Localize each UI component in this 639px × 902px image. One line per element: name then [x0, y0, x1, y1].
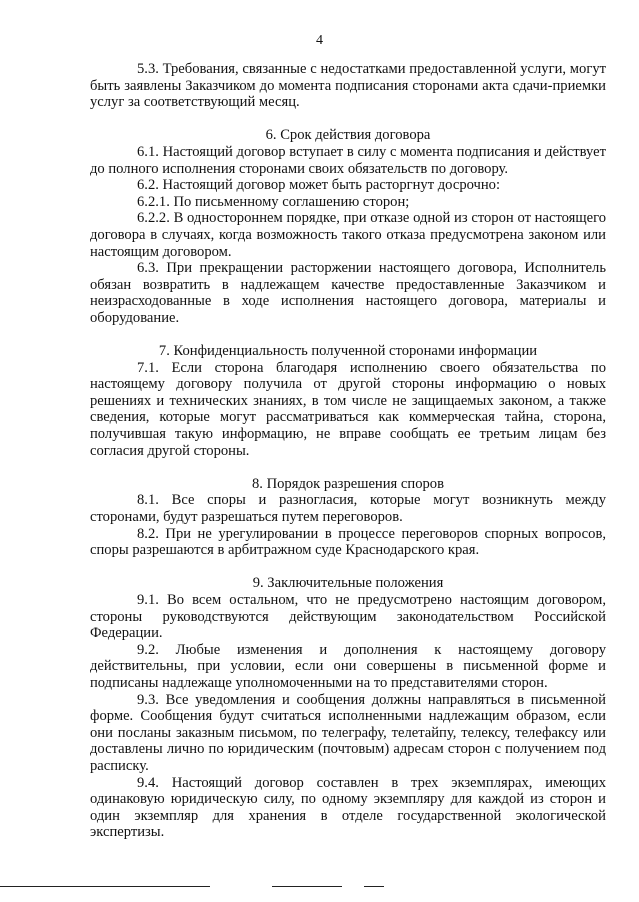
section-7-title: 7. Конфиденциальность полученной сторонами информации: [158, 343, 538, 360]
clause-6-1: 6.1. Настоящий договор вступает в силу с момента подписания и действует до полного исполнения сторонами своих обязательств по договору.: [90, 143, 606, 177]
section-confidentiality: [90, 343, 606, 459]
clause-8-1: 8.1. Все споры и разногласия, которые могут возникнуть между сторонами, будут разрешаться путем переговоров.: [90, 492, 606, 526]
clause-9-3: 9.3. Все уведомления и сообщения должны направляться в письменной форме. Сообщения будут считаться исполненными надлежащим образом, если они посланы заказным письмом, по телеграфу, телетайпу, телексу, телефаксу или доставлены лично по юридическим (почтовым) адресам сторон с получением под расписку.: [90, 691, 606, 774]
footer-line: [0, 886, 210, 887]
clause-6-3: 6.3. При прекращении расторжении настоящего договора, Исполнитель обязан возвратить в надлежащем качестве предоставленные Заказчиком и неизрасходованные в ходе исполнения настоящего договора, материалы и оборудование.: [90, 260, 606, 326]
clause-5-3: 5.3. Требования, связанные с недостатками предоставленной услуги, могут быть заявлены Заказчиком до момента подписания сторонами акта сдачи-приемки услуг за соответствующий месяц.: [90, 61, 606, 111]
clause-9-1: 9.1. Во всем остальном, что не предусмотрено настоящим договором, стороны руководствуются действующим законодательством Российской Федерации.: [90, 592, 606, 642]
footer-line: [272, 886, 342, 887]
clause-9-4: 9.4. Настоящий договор составлен в трех экземплярах, имеющих одинаковую юридическую силу, по одному экземпляру для каждой из сторон и один экземпляр для хранения в отделе государственной экологической экспертизы.: [90, 774, 606, 841]
clause-9-2: 9.2. Любые изменения и дополнения к настоящему договору действительны, при условии, если они совершены в письменной форме и подписаны надлежаще уполномоченными на то представителями сторон.: [90, 641, 606, 691]
section-6-title: 6. Срок действия договора: [265, 127, 431, 144]
footer-rule-lines: [0, 884, 639, 890]
clause-8-2: 8.2. При не урегулировании в процессе переговоров спорных вопросов, споры разрешаются в арбитражном суде Краснодарского края.: [90, 525, 606, 559]
section-dispute-resolution: [90, 476, 606, 559]
clause-7-1: 7.1. Если сторона благодаря исполнению своего обязательства по настоящему договору получила от другой стороны информацию о новых решениях и технических знаниях, в том числе не защищаемых законом, а также сведения, которые могут рассматриваться как коммерческая тайна, сторона, получившая такую информацию, не вправе сообщать ее третьим лицам без согласия другой стороны.: [90, 359, 606, 459]
section-final-provisions: [90, 575, 606, 841]
page-number: 4: [316, 33, 323, 48]
document-body: [90, 61, 606, 841]
section-9-title: 9. Заключительные положения: [252, 575, 444, 592]
clause-6-2: 6.2. Настоящий договор может быть расторгнут досрочно:: [137, 177, 501, 194]
section-term-of-agreement: [90, 127, 606, 326]
clause-6-2-1: 6.2.1. По письменному соглашению сторон;: [137, 193, 410, 210]
section-8-title: 8. Порядок разрешения споров: [252, 475, 444, 492]
clause-6-2-2: 6.2.2. В одностороннем порядке, при отказе одной из сторон от настоящего договора в случаях, когда возможность такого отказа предусмотрена законом или настоящим договором.: [90, 210, 606, 260]
footer-line: [364, 886, 384, 887]
